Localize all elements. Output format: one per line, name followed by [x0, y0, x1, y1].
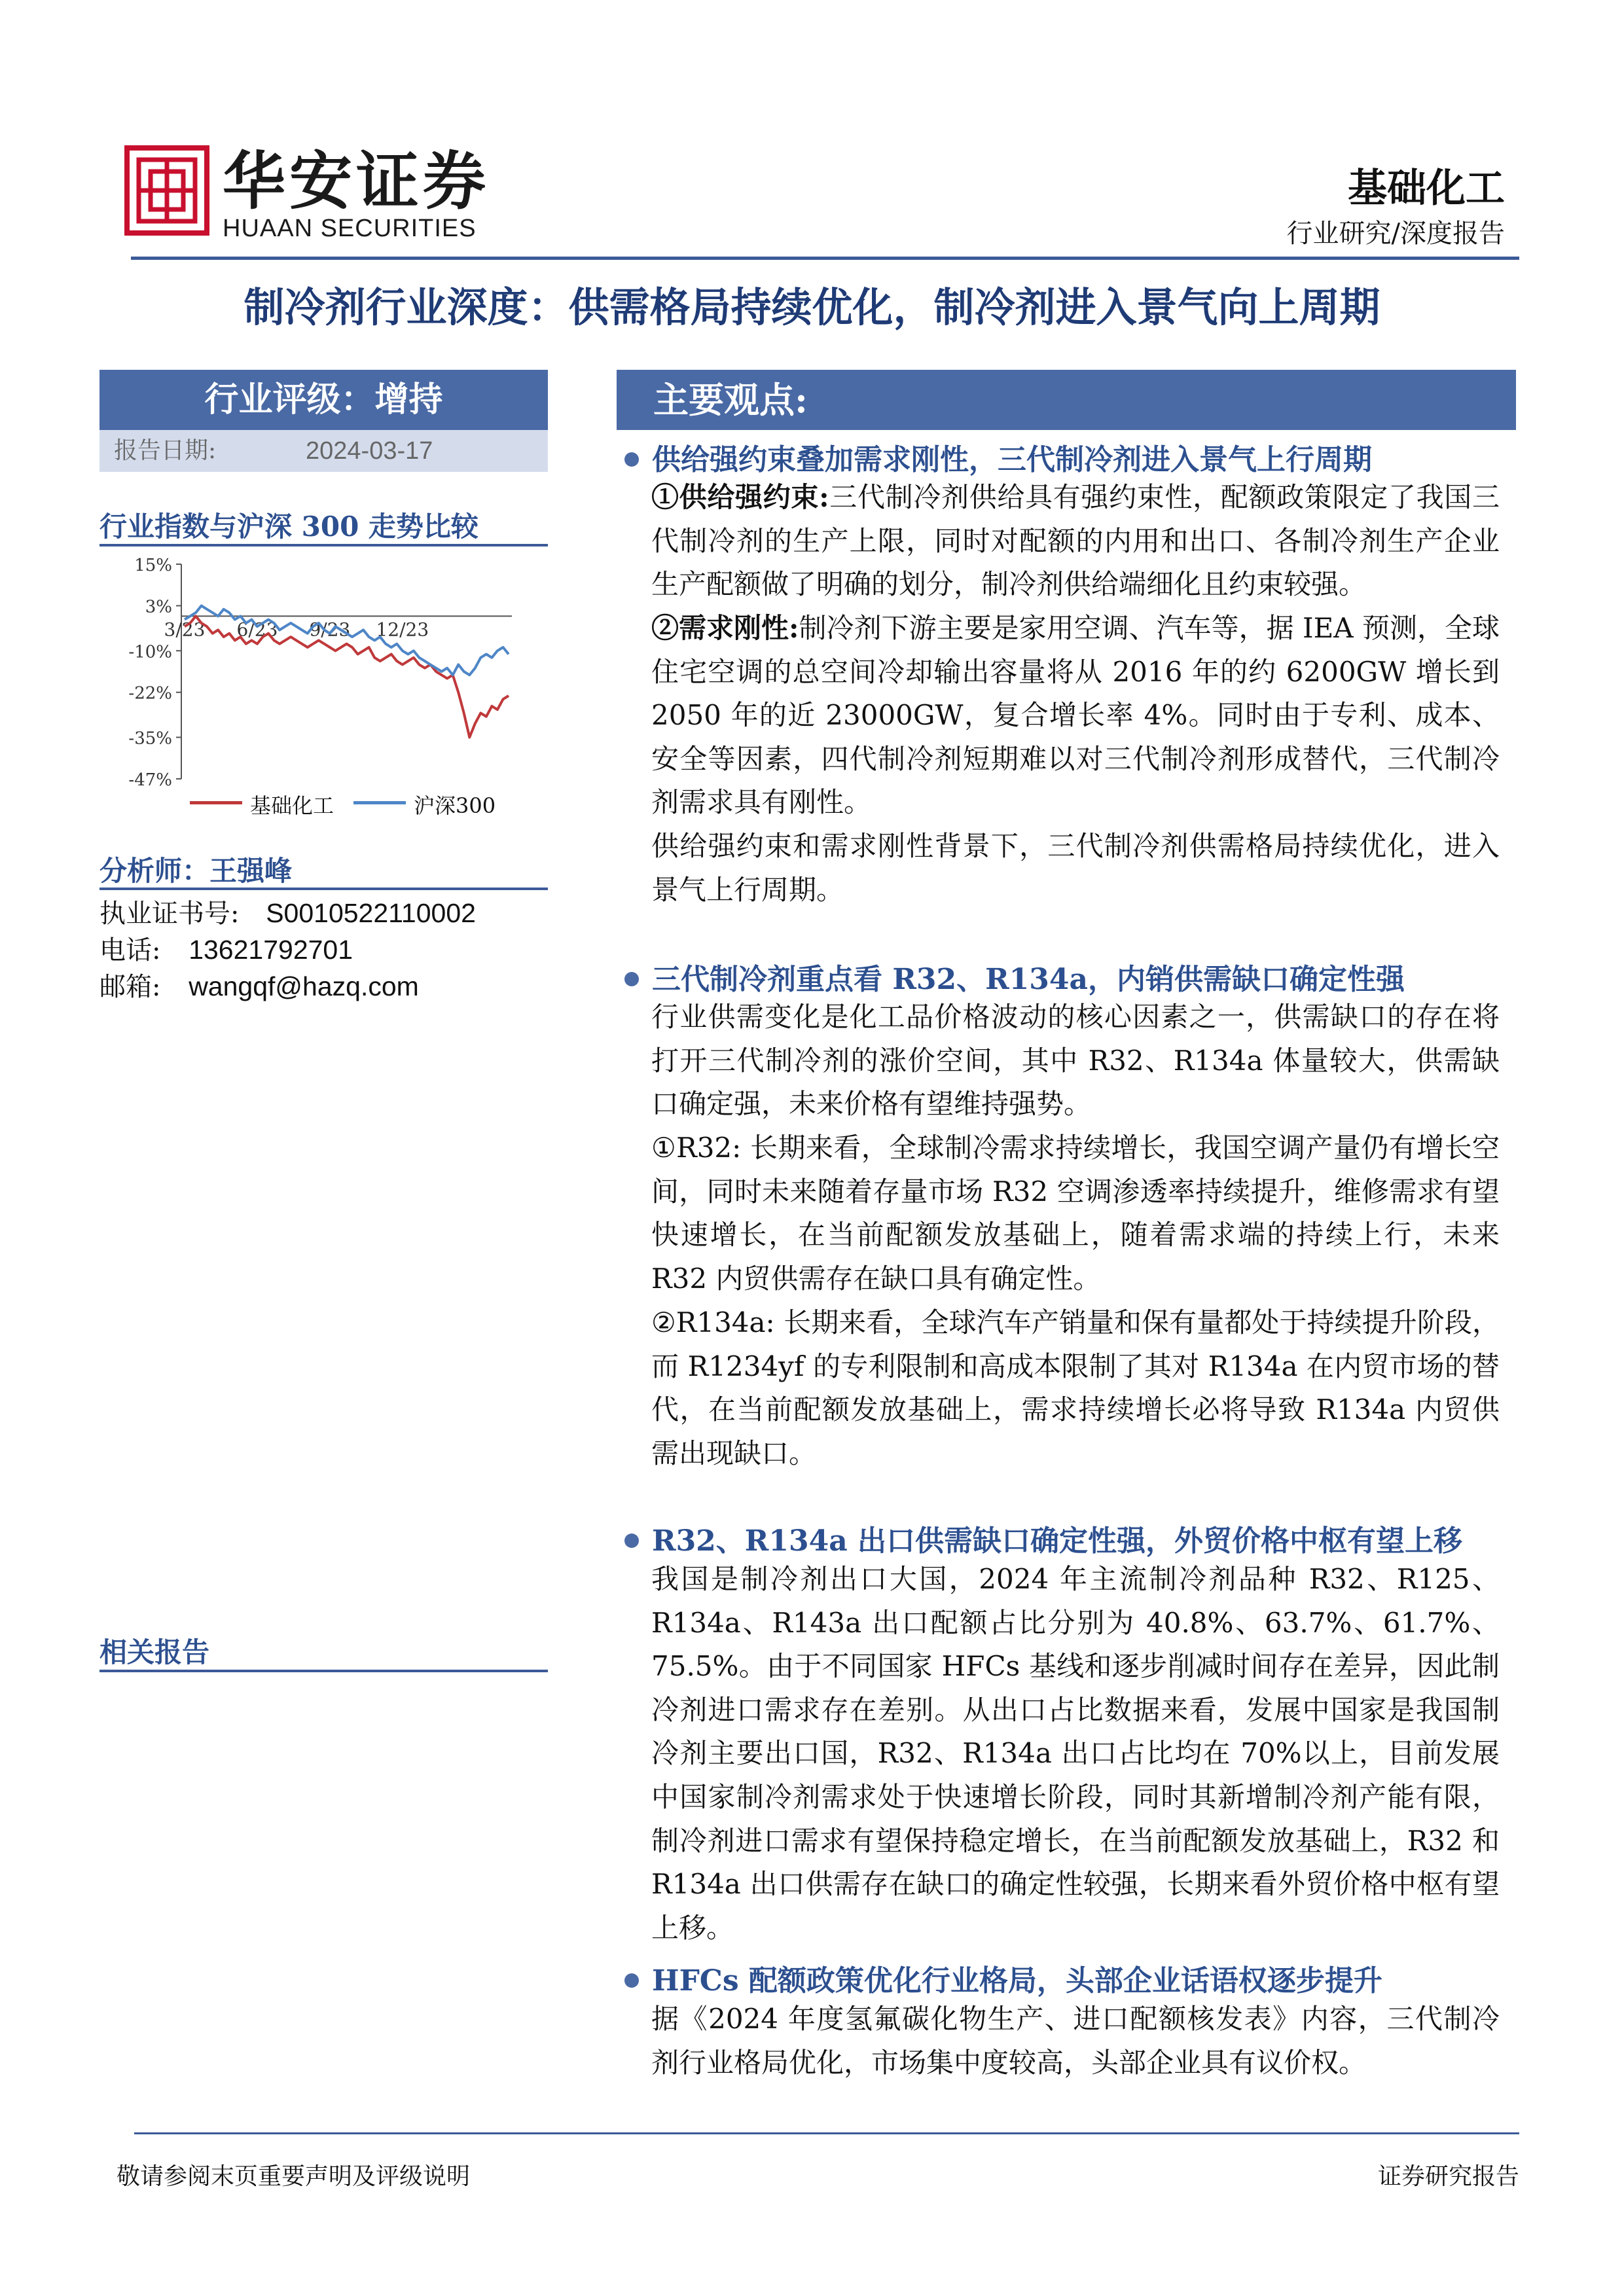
legend-label: 沪深300: [414, 793, 496, 818]
logo-english-name: HUAAN SECURITIES: [223, 215, 477, 242]
analyst-name: 分析师：王强峰: [99, 855, 293, 887]
company-logo: [124, 145, 517, 243]
key-point-3-para-1: 我国是制冷剂出口大国，2024 年主流制冷剂品种 R32、R125、R134a、R143a 出口配额占比分别为 40.8%、63.7%、61.7%、75.5%。由于不同国家 HFCs 基线和逐步削减时间存在差异，因此制冷剂进口需求存在差别。从出口占比数据来看，发展中国家是我国制冷剂主要出口国，R32、R134a 出口占比均在 70%以上，目前发展中国家制冷剂需求处于快速增长阶段，同时其新增制冷剂产能有限，制冷剂进口需求有望保持稳定增长，在当前配额发放基础上，R32 和 R134a 出口供需存在缺口的确定性较强，长期来看外贸价格中枢有望上移。: [651, 1563, 1500, 1944]
legend-item-hs300: [353, 789, 496, 819]
logo-chinese-name: 华安证券: [223, 144, 490, 218]
y-tick-label: -22%: [128, 683, 172, 704]
chart-section-title: 行业指数与沪深 300 走势比较: [99, 511, 478, 543]
key-points-heading: 主要观点:: [617, 370, 1516, 430]
legend-swatch: [190, 801, 242, 804]
chart-section-divider: [99, 544, 548, 547]
x-tick-label: 3/23: [164, 619, 206, 641]
report-date-label: 报告日期:: [114, 437, 217, 464]
industry-rating: 行业评级：增持: [99, 370, 548, 430]
related-reports-title: 相关报告: [99, 1636, 210, 1668]
x-tick-label: 12/23: [376, 619, 429, 641]
analyst-phone: [99, 929, 353, 967]
legend-label: 基础化工: [250, 793, 334, 818]
y-tick-label: -47%: [128, 770, 172, 790]
chart-y-tick-labels: [128, 556, 172, 790]
report-date-value: 2024-03-17: [306, 437, 433, 465]
phone-label: 电话:: [99, 935, 161, 965]
key-point-4-para-1: 据《2024 年度氢氟碳化物生产、进口配额核发表》内容，三代制冷剂行业格局优化，市场集中度较高，头部企业具有议价权。: [651, 2003, 1500, 2079]
key-point-1-para-1: ①供给强约束:三代制冷剂供给具有强约束性，配额政策限定了我国三代制冷剂的生产上限，同时对配额的内用和出口、各制冷剂生产企业生产配额做了明确的划分，制冷剂供给端细化且约束较强。: [651, 481, 1500, 601]
key-point-1-para-3: 供给强约束和需求刚性背景下，三代制冷剂供需格局持续优化，进入景气上行周期。: [651, 830, 1500, 906]
email-value: wangqf@hazq.com: [189, 971, 419, 1001]
key-point-4-heading: HFCs 配额政策优化行业格局，头部企业话语权逐步提升: [624, 1957, 1382, 1999]
y-tick-label: -35%: [128, 728, 172, 749]
y-tick-label: 3%: [145, 597, 172, 617]
key-point-2-para-2: ①R32: 长期来看，全球制冷需求持续增长，我国空调产量仍有增长空间，同时未来随着存量市场 R32 空调渗透率持续提升，维修需求有望快速增长，在当前配额发放基础上，随着需求端的持续上行，未来 R32 内贸供需存在缺口具有确定性。: [651, 1132, 1500, 1295]
key-point-3-heading: R32、R134a 出口供需缺口确定性强，外贸价格中枢有望上移: [624, 1517, 1462, 1559]
license-value: S0010522110002: [266, 898, 476, 928]
legend-item-basic-chem: [190, 789, 334, 819]
key-point-2-para-1: 行业供需变化是化工品价格波动的核心因素之一，供需缺口的存在将打开三代制冷剂的涨价空间，其中 R32、R134a 体量较大，供需缺口确定强，未来价格有望维持强势。: [651, 1001, 1500, 1121]
analyst-divider: [99, 888, 548, 890]
footer-divider: [134, 2132, 1519, 2134]
bullet-dot-icon: [624, 1534, 639, 1548]
header-divider: [131, 257, 1519, 260]
huaan-logo-icon: [124, 145, 209, 236]
report-type: 行业研究/深度报告: [1286, 219, 1505, 249]
x-tick-label: 9/23: [309, 619, 351, 641]
key-point-1-heading: 供给强约束叠加需求刚性，三代制冷剂进入景气上行周期: [624, 436, 1372, 478]
chart-x-tick-labels: [164, 619, 429, 640]
footer-report-label: 证券研究报告: [1377, 2163, 1519, 2190]
license-label: 执业证书号:: [99, 899, 240, 929]
legend-swatch: [353, 801, 406, 804]
bullet-dot-icon: [624, 1973, 639, 1988]
footer-disclaimer: 敬请参阅末页重要声明及评级说明: [117, 2163, 471, 2190]
sector-name: 基础化工: [1348, 166, 1505, 211]
x-tick-label: 6/23: [236, 619, 278, 641]
chart-axes: [176, 564, 512, 779]
key-point-2-para-3: ②R134a: 长期来看，全球汽车产销量和保有量都处于持续提升阶段，而 R1234yf 的专利限制和高成本限制了其对 R134a 在内贸市场的替代，在当前配额发放基础上，需求持续增长必将导致 R134a 内贸供需出现缺口。: [651, 1306, 1500, 1469]
key-point-1-para-2: ②需求刚性:制冷剂下游主要是家用空调、汽车等，据 IEA 预测，全球住宅空调的总空间冷却输出容量将从 2016 年的约 6200GW 增长到 2050 年的近 23000GW，复合增长率 4%。同时由于专利、成本、安全等因素，四代制冷剂短期难以对三代制冷剂形成替代，三代制冷剂需求具有刚性。: [651, 612, 1500, 819]
report-title: 制冷剂行业深度：供需格局持续优化，制冷剂进入景气向上周期: [244, 283, 1380, 331]
report-date-row: [99, 430, 548, 472]
analyst-license: [99, 893, 476, 930]
related-reports-divider: [99, 1670, 548, 1672]
phone-value: 13621792701: [189, 935, 353, 965]
bullet-dot-icon: [624, 972, 639, 986]
bullet-dot-icon: [624, 452, 639, 467]
key-point-2-heading: 三代制冷剂重点看 R32、R134a，内销供需缺口确定性强: [624, 956, 1405, 997]
y-tick-label: 15%: [134, 556, 172, 575]
y-tick-label: -10%: [128, 642, 172, 662]
analyst-email: [99, 966, 419, 1003]
email-label: 邮箱:: [99, 972, 161, 1002]
